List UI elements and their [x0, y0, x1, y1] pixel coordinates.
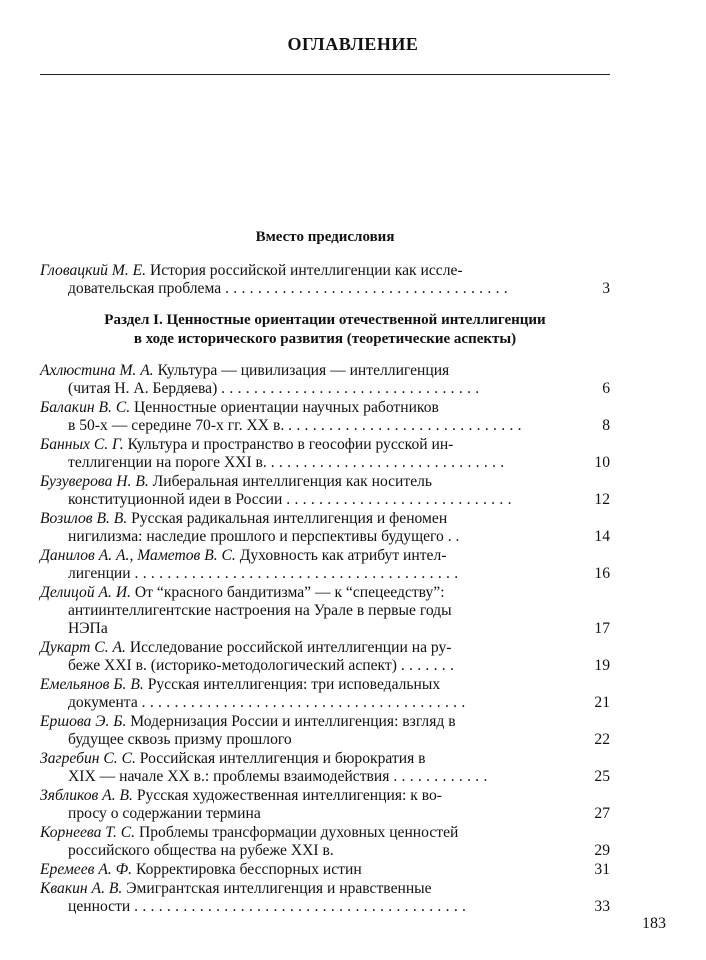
entry-title-line: Духовность как атрибут интел- [239, 547, 447, 564]
entry-page-number: 12 [594, 491, 610, 508]
entry-page-number: 27 [594, 805, 610, 822]
entry-author: Возилов В. В. [40, 510, 128, 527]
entry-page-number: 19 [594, 657, 610, 674]
dot-leader: . . . . . . . . . . . . . . . . . . . . . . . . . . . . . . . . [221, 380, 480, 397]
entry-author: Загребин С. С. [40, 750, 136, 767]
toc-entry[interactable] [40, 861, 610, 879]
entry-title-line: Русская радикальная интеллигенция и феномен [131, 510, 448, 527]
entry-page-number: 3 [602, 280, 610, 297]
entry-title-line: Исследование российской интеллигенции на ру- [129, 639, 452, 656]
dot-leader: . . . . . . . . . . . . . . . . . . . . . . . . . . . . . . . . . . . [225, 280, 508, 297]
entry-page-number: 21 [594, 694, 610, 711]
entry-title-line: Культура и пространство в геософии русской ин- [127, 436, 454, 453]
entry-author: Гловацкий М. Е. [40, 262, 147, 279]
section-heading-line: Раздел I. Ценностные ориентации отечественной интеллигенции [104, 312, 546, 328]
toc-entry[interactable] [40, 713, 610, 749]
entry-title-line: документа [68, 694, 138, 711]
entry-author: Данилов А. А., Маметов В. С. [40, 547, 236, 564]
section-heading-line: в ходе исторического развития (теоретические аспекты) [133, 331, 517, 347]
entry-title-line: Корректировка бесспорных истин [135, 861, 362, 878]
entry-title-line: (читая Н. А. Бердяева) [68, 380, 218, 397]
entry-title-line: Проблемы трансформации духовных ценностей [138, 824, 459, 841]
entry-title-line: будущее сквозь призму прошлого [68, 731, 292, 748]
entry-title-line: в 50-х — середине 70-х гг. XX в. [68, 417, 285, 434]
toc-entry[interactable] [40, 584, 610, 638]
entry-title-line: теллигенции на пороге XXI в. [68, 454, 267, 471]
entry-author: Ахлюстина М. А. [40, 362, 154, 379]
toc-entry[interactable] [40, 787, 610, 823]
entry-title-line: Либеральная интеллигенция как носитель [152, 473, 433, 490]
entry-title-line: НЭПа [68, 620, 108, 637]
page-folio: 183 [642, 915, 666, 932]
entry-page-number: 6 [602, 380, 610, 397]
entry-title-line: Русская интеллигенция: три исповедальных [147, 676, 441, 693]
entry-author: Делицой А. И. [40, 584, 132, 601]
entry-title-line: лигенции [68, 565, 131, 582]
toc-intro [40, 262, 610, 298]
title-rule [40, 74, 610, 75]
entry-title-line: Русская художественная интеллигенция: к во- [136, 787, 442, 804]
toc-entry[interactable] [40, 750, 610, 786]
entry-title-line: просу о содержании термина [68, 805, 261, 822]
entry-page-number: 31 [594, 861, 610, 878]
dot-leader: . . . . . . . [400, 657, 455, 674]
entry-page-number: 22 [594, 731, 610, 748]
entry-title-line: Культура — цивилизация — интеллигенция [157, 362, 450, 379]
dot-leader: . . . . . . . . . . . . . . . . . . . . . . . . . . . . . . . . . . . . . . . . [134, 565, 459, 582]
entry-title-line: конституционной идеи в России [68, 491, 283, 508]
entry-page-number: 17 [594, 620, 610, 637]
entry-author: Бузуверова Н. В. [40, 473, 149, 490]
dot-leader: . . . . . . . . . . . . . . . . . . . . . . . . . . . . . . . . . . . . . . . . [141, 694, 466, 711]
entry-author: Емельянов Б. В. [40, 676, 144, 693]
page-title: ОГЛАВЛЕНИЕ [287, 34, 419, 54]
section-heading-part-1 [50, 311, 600, 349]
toc-entry[interactable] [40, 676, 610, 712]
entry-title-line: российского общества на рубеже XXI в. [68, 842, 334, 859]
entry-title-line: От “красного бандитизма” — к “спецеедству”: [134, 584, 445, 601]
dot-leader: . . . . . . . . . . . . [393, 768, 488, 785]
entry-title-line: антиинтеллигентские настроения на Урале в первые годы [68, 602, 452, 619]
entry-page-number: 14 [594, 528, 610, 545]
entry-author: Квакин А. В. [40, 880, 123, 897]
toc-entry[interactable] [40, 473, 610, 509]
entry-title-line: Эмигрантская интеллигенция и нравственные [126, 880, 432, 897]
entry-page-number: 16 [594, 565, 610, 582]
entry-title-line: ценности [68, 898, 131, 915]
entry-page-number: 29 [594, 842, 610, 859]
entry-title-line: Модернизация России и интеллигенция: взгляд в [130, 713, 456, 730]
entry-title-line: нигилизма: наследие прошлого и перспективы будущего . . [68, 528, 460, 545]
section-heading-preface: Вместо предисловия [255, 229, 395, 245]
toc-list [40, 362, 610, 916]
entry-author: Зябликов А. В. [40, 787, 133, 804]
dot-leader: . . . . . . . . . . . . . . . . . . . . . . . . . . . . . [270, 454, 505, 471]
toc-entry[interactable] [40, 262, 610, 298]
entry-author: Дукарт С. А. [40, 639, 126, 656]
entry-author: Еремеев А. Ф. [40, 861, 133, 878]
dot-leader: . . . . . . . . . . . . . . . . . . . . . . . . . . . . . . . . . . . . . . . . . [134, 898, 467, 915]
entry-author: Банных С. Г. [40, 436, 124, 453]
entry-author: Ершова Э. Б. [40, 713, 127, 730]
entry-title-line: беже XXI в. (историко-методологический аспект) [68, 657, 397, 674]
entry-page-number: 10 [594, 454, 610, 471]
entry-title-line: XIX — начале XX в.: проблемы взаимодействия [68, 768, 390, 785]
entry-page-number: 33 [594, 898, 610, 915]
entry-page-number: 8 [602, 417, 610, 434]
toc-entry[interactable] [40, 362, 610, 398]
entry-title-line: История российской интеллигенции как иссле- [150, 262, 463, 279]
toc-entry[interactable] [40, 510, 610, 546]
entry-page-number: 25 [594, 768, 610, 785]
entry-author: Балакин В. С. [40, 399, 131, 416]
entry-title-line: Российская интеллигенция и бюрократия в [139, 750, 426, 767]
toc-entry[interactable] [40, 436, 610, 472]
toc-entry[interactable] [40, 547, 610, 583]
toc-entry[interactable] [40, 824, 610, 860]
toc-entry[interactable] [40, 880, 610, 916]
entry-title-line: довательская проблема [68, 280, 222, 297]
dot-leader: . . . . . . . . . . . . . . . . . . . . . . . . . . . . . [288, 417, 522, 434]
entry-title-line: Ценностные ориентации научных работников [134, 399, 439, 416]
entry-author: Корнеева Т. С. [40, 824, 136, 841]
toc-entry[interactable] [40, 639, 610, 675]
dot-leader: . . . . . . . . . . . . . . . . . . . . . . . . . . . . [286, 491, 512, 508]
toc-entry[interactable] [40, 399, 610, 435]
